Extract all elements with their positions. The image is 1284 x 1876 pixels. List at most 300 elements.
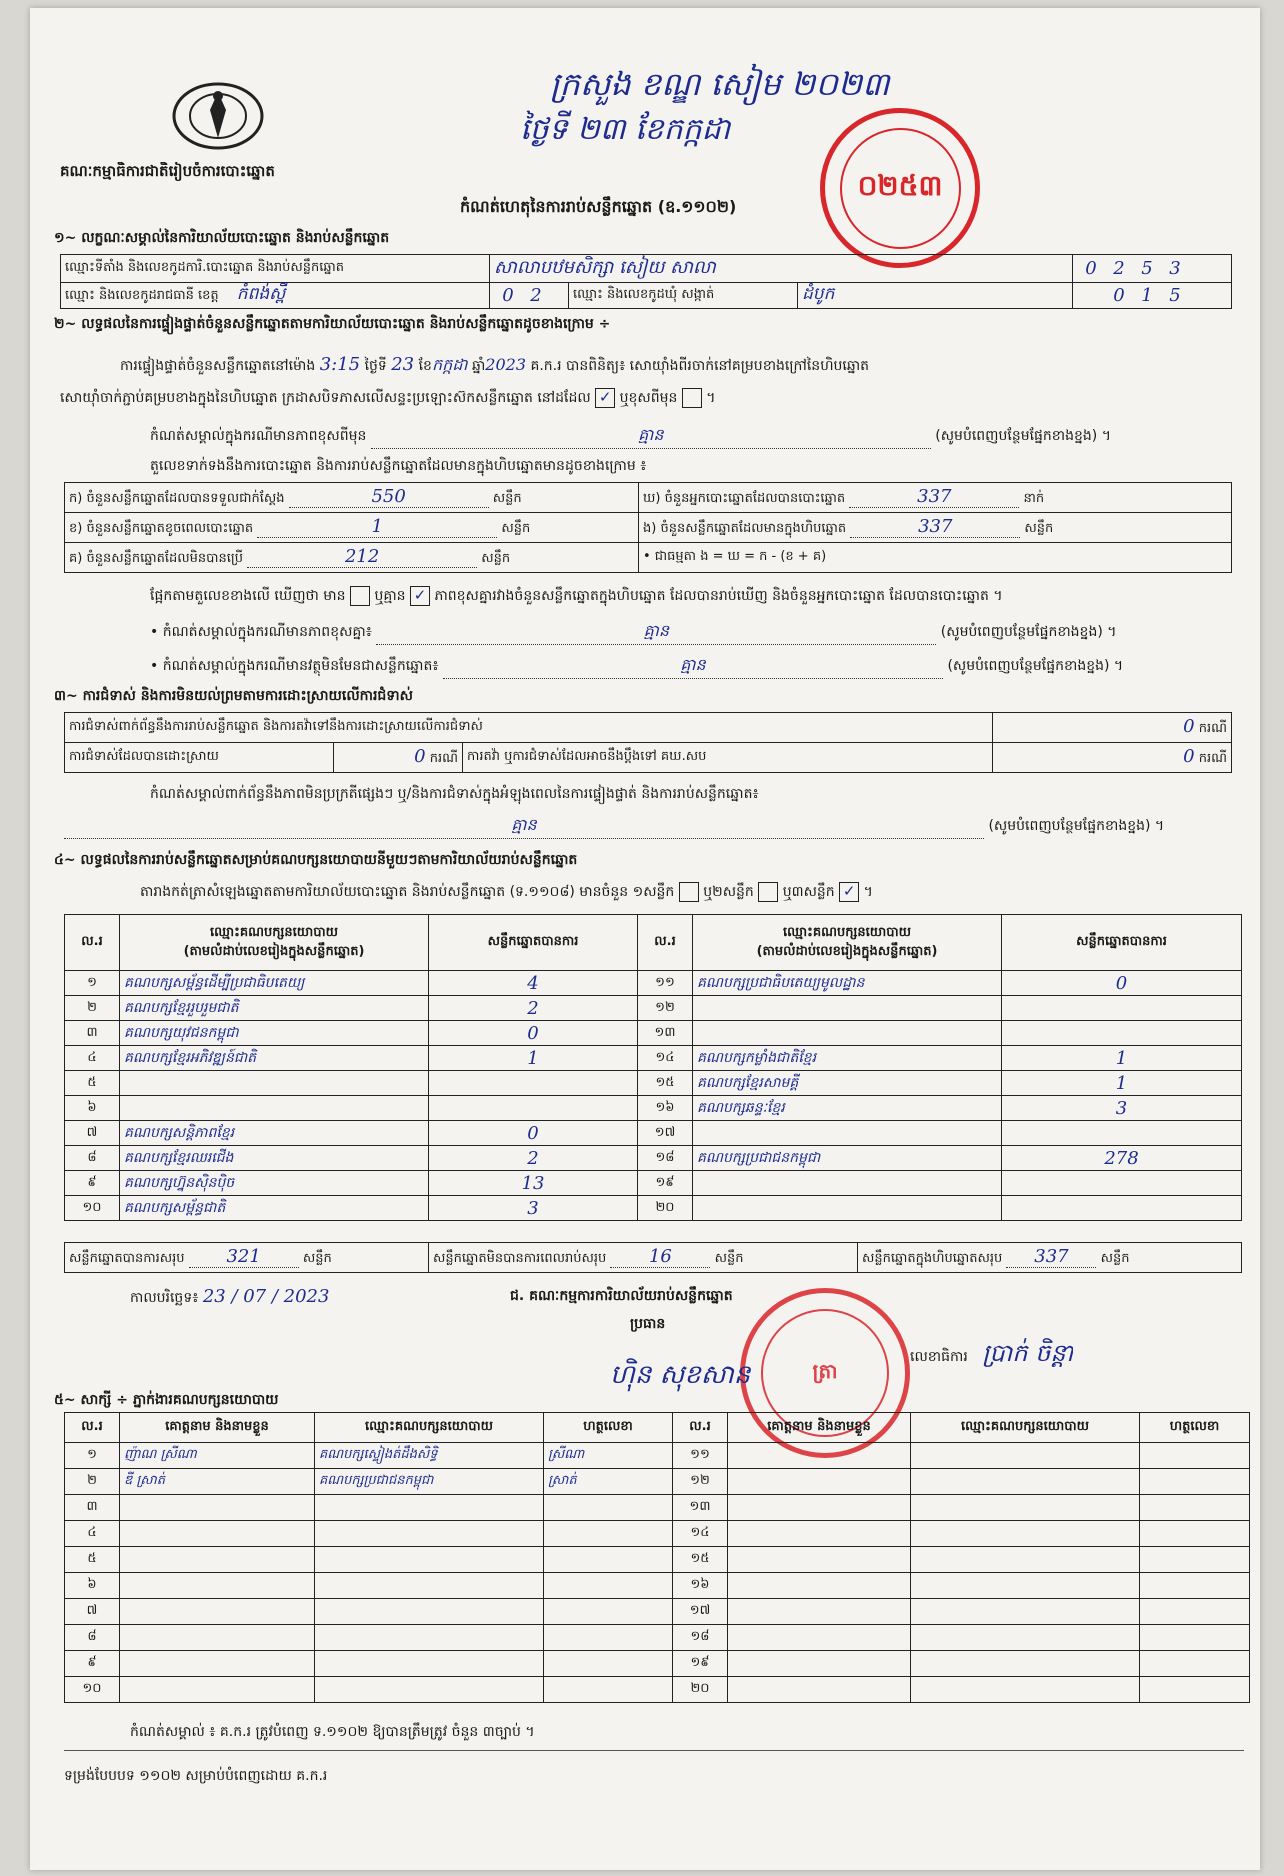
witness-signature — [1140, 1521, 1250, 1547]
party-no: ១៦ — [638, 1096, 693, 1121]
witness-party: គណបក្សស្ទៀងត់ដឹងសិទ្ធិ — [315, 1443, 544, 1469]
witness-row — [65, 1625, 1250, 1651]
voters-value: 337 — [849, 486, 1019, 508]
ballot-figures-table — [64, 482, 1232, 573]
party-no: ៩ — [65, 1171, 120, 1196]
witness-table — [64, 1412, 1250, 1703]
party-result-row — [65, 1021, 1242, 1046]
changed-checkbox[interactable] — [682, 388, 702, 408]
party-votes: 3 — [1002, 1096, 1242, 1121]
party-no: ១០ — [65, 1196, 120, 1221]
party-no: ១៧ — [638, 1121, 693, 1146]
witness-signature — [544, 1521, 673, 1547]
party-name: គណបក្សសម្ព័ន្ធដើម្បីប្រជាធិបតេយ្យ — [120, 971, 429, 996]
section4-subline: តារាងកត់ត្រាសំឡេងឆ្នោតតាមការិយាល័យបោះឆ្នោត និងរាប់សន្លឹកឆ្នោត (ទ.១១០៨) មានចំនួន ១សន្លឹក ឬ២សន្លឹក ឬ៣សន្លឹក ✓ ។ — [140, 882, 873, 900]
note3-fill-hint: (សូមបំពេញបន្ថែមផ្នែកខាងខ្នង) ។ — [947, 658, 1124, 674]
verify-time-line — [120, 354, 869, 378]
form-title: កំណត់ហេតុនៃការរាប់សន្លឹកឆ្នោត (ឧ.១១០២) — [460, 197, 737, 216]
note1-line — [150, 424, 1230, 449]
has-discrepancy-checkbox[interactable] — [350, 586, 370, 606]
witness-name — [120, 1521, 315, 1547]
party-no: ២០ — [638, 1196, 693, 1221]
party-votes: 4 — [429, 971, 638, 996]
objection-row1-value: 0 — [1183, 716, 1195, 737]
party-result-row — [65, 1046, 1242, 1071]
three-sheet-label: ឬ៣សន្លឹក — [782, 884, 835, 900]
day-label: ថ្ងៃទី — [364, 358, 387, 374]
party-name: គណបក្សកម្លាំងជាតិខ្មែរ — [693, 1046, 1002, 1071]
objection-row3-label: ការតវ៉ា ឬការជំទាស់ដែលអាចនឹងប្តឹងទៅ គឃ.សប — [463, 743, 993, 773]
witness-no: ១៩ — [673, 1651, 728, 1677]
witness-party — [315, 1495, 544, 1521]
witness-col-sig-right: ហត្ថលេខា — [1140, 1413, 1250, 1443]
party-no: ២ — [65, 996, 120, 1021]
section3-heading: ៣~ ការជំទាស់ និងការមិនយល់ព្រមតាមការដោះស្រាយលើការជំទាស់ — [54, 688, 413, 704]
party-name: គណបក្សហ្វ៊ុនស៊ិនប៉ិច — [120, 1171, 429, 1196]
party-votes — [429, 1096, 638, 1121]
province-code — [490, 283, 569, 309]
party-no: ១៥ — [638, 1071, 693, 1096]
objection-row3-value: 0 — [1183, 746, 1195, 767]
date-value: 23 / 07 / 2023 — [202, 1286, 330, 1307]
col-votes-right: សន្លឹកឆ្នោតបានការ — [1002, 915, 1242, 971]
col-no-left: ល.រ — [65, 915, 120, 971]
seal-status-line: សោយ៉ាំចាក់ភ្ជាប់គម្របខាងក្នុងនៃហិបឆ្នោត ក្រដាសបិទភាសលើសន្ទះប្រឡោះស៊កសន្លឹកឆ្នោត នៅដដែល ✓ ឬខុសពីមុន ។ — [60, 388, 716, 406]
objection-row1-label: ការជំទាស់ពាក់ព័ន្ធនឹងការរាប់សន្លឹកឆ្នោត និងការតវ៉ាទៅនឹងការដោះស្រាយលើការជំទាស់ — [65, 713, 993, 743]
two-sheet-checkbox[interactable] — [758, 882, 778, 902]
spoiled-label: ខ) ចំនួនសន្លឹកឆ្នោតខូចពេលបោះឆ្នោត — [69, 521, 254, 536]
witness-party — [315, 1573, 544, 1599]
party-result-row — [65, 1146, 1242, 1171]
party-result-row — [65, 1071, 1242, 1096]
figures-intro: តួលេខទាក់ទងនឹងការបោះឆ្នោត និងការរាប់សន្លឹកឆ្នោតដែលមានក្នុងហិបឆ្នោតមានដូចខាងក្រោម ៖ — [150, 458, 647, 474]
note3-value: គ្មាន — [443, 654, 943, 679]
party-votes: 1 — [1002, 1046, 1242, 1071]
witness-no: ៣ — [65, 1495, 120, 1521]
committee-name: គណៈកម្មាធិការជាតិរៀបចំការបោះឆ្នោត — [60, 162, 275, 180]
note2-fill-hint: (សូមបំពេញបន្ថែមផ្នែកខាងខ្នង) ។ — [940, 624, 1117, 640]
witness-party — [911, 1573, 1140, 1599]
location-table — [60, 254, 1232, 309]
ballots-received-label: ក) ចំនួនសន្លឹកឆ្នោតដែលបានទទួលជាក់ស្តែង — [69, 491, 285, 506]
party-name: គណបក្សឆន្ទៈខ្មែរ — [693, 1096, 1002, 1121]
party-no: ១៣ — [638, 1021, 693, 1046]
col-votes-left: សន្លឹកឆ្នោតបានការ — [429, 915, 638, 971]
objection-row1-count — [993, 713, 1232, 743]
witness-row — [65, 1469, 1250, 1495]
section2-heading: ២~ លទ្ធផលនៃការផ្ទៀងផ្ទាត់ចំនួនសន្លឹកឆ្នោតតាមការិយាល័យបោះឆ្នោត និងរាប់សន្លឹកឆ្នោតដូចខាងក្រោម ÷ — [54, 316, 611, 332]
witness-name — [728, 1521, 911, 1547]
discrepancy-line — [150, 586, 1240, 607]
witness-name — [120, 1547, 315, 1573]
witness-row — [65, 1495, 1250, 1521]
total-invalid-label: សន្លឹកឆ្នោតមិនបានការពេលរាប់សរុប — [433, 1251, 607, 1266]
unit-person-label: នាក់ — [1023, 491, 1045, 506]
discrepancy-text: ភាពខុសគ្នារវាងចំនួនសន្លឹកឆ្នោតក្នុងហិបឆ្នោត ដែលបានរាប់ឃើញ និងចំនួនអ្នកបោះឆ្នោត ដែលបានបោះឆ្នោត ។ — [434, 588, 1003, 604]
witness-no: ១៥ — [673, 1547, 728, 1573]
party-name — [693, 1196, 1002, 1221]
party-name: គណបក្សខ្មែរឈរជើង — [120, 1146, 429, 1171]
witness-party — [911, 1443, 1140, 1469]
witness-party — [315, 1599, 544, 1625]
witness-signature — [1140, 1443, 1250, 1469]
commune-value: ដំបូក — [798, 283, 1073, 309]
witness-party — [911, 1521, 1140, 1547]
official-stamp-top — [820, 108, 980, 268]
section3-fill-hint: (សូមបំពេញបន្ថែមផ្នែកខាងខ្នង) ។ — [988, 818, 1165, 834]
party-votes: 0 — [429, 1021, 638, 1046]
party-name: គណបក្សសម្ព័ន្ធជាតិ — [120, 1196, 429, 1221]
section3-note-line — [64, 814, 1234, 839]
unused-label: គ) ចំនួនសន្លឹកឆ្នោតដែលមិនបានប្រើ — [69, 551, 243, 566]
note3-line — [150, 654, 1230, 679]
witness-name — [728, 1599, 911, 1625]
document-page — [30, 8, 1260, 1870]
chair-label: ប្រធាន — [630, 1316, 666, 1332]
total-valid-cell — [65, 1243, 429, 1273]
footer-divider — [64, 1750, 1244, 1751]
col-party-sub: (តាមលំដាប់លេខរៀងក្នុងសន្លឹកឆ្នោត) — [183, 943, 365, 959]
footnote: កំណត់សម្គាល់ ៖ គ.ក.រ ត្រូវបំពេញ ទ.១១០២ ឱ្យបានត្រឹមត្រូវ ចំនួន ៣ច្បាប់ ។ — [130, 1724, 535, 1740]
witness-no: ៨ — [65, 1625, 120, 1651]
party-votes: 1 — [1002, 1071, 1242, 1096]
witness-party: គណបក្សប្រជាជនកម្ពុជា — [315, 1469, 544, 1495]
witness-name — [728, 1573, 911, 1599]
formula-cell: • ជាធម្មតា ង = ឃ = ក - (ខ + គ) — [639, 543, 1232, 573]
objection-row3-count — [993, 743, 1232, 773]
witness-name — [728, 1625, 911, 1651]
note1-value: គ្មាន — [371, 424, 931, 449]
unit-label: សន្លឹក — [492, 491, 522, 506]
total-valid-value: 321 — [189, 1246, 299, 1268]
handwritten-header-2: ថ្ងៃទី ២៣ ខែកក្កដា — [520, 112, 731, 147]
ballots-received-cell — [65, 483, 639, 513]
witness-party — [911, 1599, 1140, 1625]
witness-no: ១៤ — [673, 1521, 728, 1547]
location-name-label: ឈ្មោះទីតាំង និងលេខកូដការិ.បោះឆ្នោត និងរាប់សន្លឹកឆ្នោត — [61, 255, 490, 283]
witness-no: ២ — [65, 1469, 120, 1495]
party-votes — [1002, 1121, 1242, 1146]
witness-name: ឌី ស្រាត់ — [120, 1469, 315, 1495]
col-party-title: ឈ្មោះគណបក្សនយោបាយ — [783, 924, 911, 940]
col-party-sub: (តាមលំដាប់លេខរៀងក្នុងសន្លឹកឆ្នោត) — [756, 943, 938, 959]
form-note: ទម្រង់បែបបទ ១១០២ សម្រាប់បំពេញដោយ គ.ក.រ — [64, 1768, 328, 1784]
witness-col-sig: ហត្ថលេខា — [544, 1413, 673, 1443]
section1-heading: ១~ លក្ខណៈសម្គាល់នៃការិយាល័យបោះឆ្នោត និងរាប់សន្លឹកឆ្នោត — [54, 230, 390, 246]
witness-signature — [544, 1677, 673, 1703]
objection-row2-count — [334, 743, 463, 773]
party-name: គណបក្សប្រជាធិបតេយ្យមូលដ្ឋាន — [693, 971, 1002, 996]
discrepancy-has-label: ផ្អែកតាមតួលេខខាងលើ ឃើញថា មាន — [150, 588, 346, 604]
unused-cell — [65, 543, 639, 573]
witness-col-name: គោត្តនាម និងនាមខ្លួន — [120, 1413, 315, 1443]
witness-signature — [544, 1651, 673, 1677]
unchanged-checkbox[interactable]: ✓ — [595, 388, 615, 408]
unit-label: សន្លឹក — [714, 1251, 744, 1266]
witness-no: ១១ — [673, 1443, 728, 1469]
voters-label: ឃ) ចំនួនអ្នកបោះឆ្នោតដែលបានបោះឆ្នោត — [643, 491, 846, 506]
note2-value: គ្មាន — [376, 620, 936, 645]
objection-row2-label: ការជំទាស់ដែលបានដោះស្រាយ — [65, 743, 334, 773]
witness-party — [315, 1547, 544, 1573]
section5-heading: ៥~ សាក្សី ÷ ភ្នាក់ងារគណបក្សនយោបាយ — [54, 1392, 279, 1408]
secretary-name: ប្រាក់ ចិន្តា — [982, 1339, 1074, 1367]
party-votes: 2 — [429, 996, 638, 1021]
party-votes — [429, 1071, 638, 1096]
party-no: ៤ — [65, 1046, 120, 1071]
witness-name — [728, 1469, 911, 1495]
witness-signature — [1140, 1677, 1250, 1703]
party-no: ១៩ — [638, 1171, 693, 1196]
three-sheet-checkbox[interactable]: ✓ — [839, 882, 859, 902]
witness-name — [120, 1599, 315, 1625]
month-label: ខែ — [418, 358, 432, 374]
witness-name — [728, 1547, 911, 1573]
party-no: ១១ — [638, 971, 693, 996]
commune-label: ឈ្មោះ និងលេខកូដឃុំ សង្កាត់ — [569, 283, 798, 309]
witness-no: ១ — [65, 1443, 120, 1469]
date-line — [130, 1286, 329, 1309]
party-name — [120, 1096, 429, 1121]
witness-party — [315, 1625, 544, 1651]
witness-name — [728, 1651, 911, 1677]
witness-no: ១៦ — [673, 1573, 728, 1599]
location-code-digit: 3 — [1169, 258, 1181, 279]
witness-col-no-right: ល.រ — [673, 1413, 728, 1443]
discrepancy-none-label: ឬគ្មាន — [374, 588, 406, 604]
witness-party — [315, 1521, 544, 1547]
witness-col-party-right: ឈ្មោះគណបក្សនយោបាយ — [911, 1413, 1140, 1443]
spoiled-value: 1 — [257, 516, 497, 538]
party-votes — [1002, 1021, 1242, 1046]
witness-no: ៩ — [65, 1651, 120, 1677]
witness-signature — [1140, 1495, 1250, 1521]
province-code-digit: 0 — [502, 285, 514, 306]
witness-signature — [1140, 1547, 1250, 1573]
spoiled-cell — [65, 513, 639, 543]
col-party-right — [693, 915, 1002, 971]
party-votes: 278 — [1002, 1146, 1242, 1171]
witness-party — [911, 1651, 1140, 1677]
section4-heading: ៤~ លទ្ធផលនៃការរាប់សន្លឹកឆ្នោតសម្រាប់គណបក្សនយោបាយនីមួយៗតាមការិយាល័យរាប់សន្លឹកឆ្នោត — [54, 852, 578, 868]
ballots-received-value: 550 — [289, 486, 489, 508]
verify-year: 2023 — [485, 355, 526, 374]
party-no: ១ — [65, 971, 120, 996]
witness-party — [911, 1547, 1140, 1573]
witness-name: ញ៉ាណ ស្រីណា — [120, 1443, 315, 1469]
total-invalid-cell — [429, 1243, 858, 1273]
witness-signature: ស្រីណា — [544, 1443, 673, 1469]
stamp-bottom-text: ត្រា — [761, 1309, 890, 1438]
party-name: គណបក្សសន្តិភាពខ្មែរ — [120, 1121, 429, 1146]
witness-no: ៤ — [65, 1521, 120, 1547]
witness-no: ២០ — [673, 1677, 728, 1703]
stamp-top-code: ០២៥៣ — [840, 128, 961, 249]
party-votes: 1 — [429, 1046, 638, 1071]
party-name: គណបក្សខ្មែរអភិវឌ្ឍន៍ជាតិ — [120, 1046, 429, 1071]
party-votes: 13 — [429, 1171, 638, 1196]
date-label: កាលបរិច្ឆេទ៖ — [130, 1290, 199, 1306]
case-unit: ករណី — [429, 751, 458, 766]
party-votes: 2 — [429, 1146, 638, 1171]
total-valid-label: សន្លឹកឆ្នោតបានការសរុប — [69, 1251, 185, 1266]
party-no: ១៤ — [638, 1046, 693, 1071]
witness-row — [65, 1599, 1250, 1625]
totals-table — [64, 1242, 1242, 1273]
witness-signature — [1140, 1625, 1250, 1651]
party-name — [693, 1121, 1002, 1146]
witness-party — [911, 1677, 1140, 1703]
no-discrepancy-checkbox[interactable]: ✓ — [410, 586, 430, 606]
witness-no: ៧ — [65, 1599, 120, 1625]
party-no: ៦ — [65, 1096, 120, 1121]
party-no: ១២ — [638, 996, 693, 1021]
commune-code-digit: 5 — [1169, 285, 1181, 306]
unit-label: សន្លឹក — [481, 551, 511, 566]
party-name — [693, 1171, 1002, 1196]
party-name — [693, 1021, 1002, 1046]
witness-name — [120, 1495, 315, 1521]
witness-no: ១០ — [65, 1677, 120, 1703]
changed-label: ឬខុសពីមុន — [619, 390, 678, 406]
one-sheet-checkbox[interactable] — [679, 882, 699, 902]
counting-committee-label: ជ. គណៈកម្មការការិយាល័យរាប់សន្លឹកឆ្នោត — [510, 1288, 733, 1304]
witness-name — [728, 1677, 911, 1703]
total-box-value: 337 — [1006, 1246, 1096, 1268]
total-box-label: សន្លឹកឆ្នោតក្នុងហិបឆ្នោតសរុប — [862, 1251, 1003, 1266]
in-box-value: 337 — [850, 516, 1020, 538]
note2-label: • កំណត់សម្គាល់ក្នុងករណីមានភាពខុសគ្នា៖ — [150, 624, 372, 640]
note2-line — [150, 620, 1230, 645]
witness-signature — [544, 1573, 673, 1599]
witness-name — [728, 1443, 911, 1469]
commune-code-digit: 0 — [1113, 285, 1125, 306]
col-no-right: ល.រ — [638, 915, 693, 971]
party-result-row — [65, 1121, 1242, 1146]
party-result-row — [65, 1171, 1242, 1196]
note1-label: កំណត់សម្គាល់ក្នុងករណីមានភាពខុសពីមុន — [150, 428, 367, 444]
case-unit: ករណី — [1198, 751, 1227, 766]
witness-signature — [544, 1625, 673, 1651]
case-unit: ករណី — [1198, 721, 1227, 736]
seal-status-text: សោយ៉ាំចាក់ភ្ជាប់គម្របខាងក្នុងនៃហិបឆ្នោត ក្រដាសបិទភាសលើសន្ទះប្រឡោះស៊កសន្លឹកឆ្នោត នៅដដែល — [60, 390, 591, 406]
party-name: គណបក្សខ្មែរសាមគ្គី — [693, 1071, 1002, 1096]
witness-signature — [1140, 1573, 1250, 1599]
witness-name — [120, 1573, 315, 1599]
party-votes: 0 — [1002, 971, 1242, 996]
witness-no: ៦ — [65, 1573, 120, 1599]
party-votes — [1002, 996, 1242, 1021]
sheet-count-label: តារាងកត់ត្រាសំឡេងឆ្នោតតាមការិយាល័យបោះឆ្នោត និងរាប់សន្លឹកឆ្នោត (ទ.១១០៨) មានចំនួន ១សន្លឹក — [140, 884, 675, 900]
witness-col-no: ល.រ — [65, 1413, 120, 1443]
handwritten-header-1: ក្រសួង ខណ្ឌ សៀម ២០២៣ — [550, 65, 890, 103]
party-votes: 0 — [429, 1121, 638, 1146]
year-label: ឆ្នាំ — [471, 358, 486, 374]
party-result-row — [65, 1196, 1242, 1221]
witness-signature — [1140, 1599, 1250, 1625]
total-invalid-value: 16 — [610, 1246, 710, 1268]
party-name — [120, 1071, 429, 1096]
secretary-label: លេខាធិការ — [910, 1349, 968, 1365]
party-results-table — [64, 914, 1242, 1221]
unit-label: សន្លឹក — [1100, 1251, 1130, 1266]
witness-signature — [1140, 1469, 1250, 1495]
unused-value: 212 — [247, 546, 477, 568]
party-result-row — [65, 996, 1242, 1021]
witness-party — [315, 1651, 544, 1677]
location-code-digit: 2 — [1113, 258, 1125, 279]
commune-code-digit: 1 — [1141, 285, 1153, 306]
witness-no: ១៧ — [673, 1599, 728, 1625]
province-label: ឈ្មោះ និងលេខកូដរាជធានី ខេត្ត — [65, 288, 219, 303]
witness-party — [911, 1495, 1140, 1521]
party-no: ១៨ — [638, 1146, 693, 1171]
section3-note-value: គ្មាន — [64, 814, 984, 839]
witness-row — [65, 1443, 1250, 1469]
witness-signature — [544, 1495, 673, 1521]
party-result-row — [65, 1096, 1242, 1121]
witness-no: ៥ — [65, 1547, 120, 1573]
location-code-digit: 5 — [1141, 258, 1153, 279]
verify-time: 3:15 — [319, 354, 361, 375]
witness-signature — [1140, 1651, 1250, 1677]
party-votes — [1002, 1196, 1242, 1221]
witness-no: ១៣ — [673, 1495, 728, 1521]
party-votes: 3 — [429, 1196, 638, 1221]
unit-label: សន្លឹក — [1024, 521, 1054, 536]
note1-fill-hint: (សូមបំពេញបន្ថែមផ្នែកខាងខ្នង) ។ — [935, 428, 1111, 444]
witness-signature — [544, 1599, 673, 1625]
verify-day: 23 — [391, 354, 415, 375]
witness-row — [65, 1521, 1250, 1547]
party-no: ៣ — [65, 1021, 120, 1046]
verify-month: កក្កដា — [431, 355, 468, 374]
chair-signature: ហ៊ិន សុខសាន — [610, 1360, 751, 1390]
party-name: គណបក្សប្រជាជនកម្ពុជា — [693, 1146, 1002, 1171]
witness-signature — [544, 1547, 673, 1573]
location-code-digit: 0 — [1085, 258, 1097, 279]
party-name — [693, 996, 1002, 1021]
commune-code — [1073, 283, 1232, 309]
witness-party — [911, 1469, 1140, 1495]
unit-label: សន្លឹក — [501, 521, 531, 536]
party-name: គណបក្សខ្មែររួបរួមជាតិ — [120, 996, 429, 1021]
section3-note-label: កំណត់សម្គាល់ពាក់ព័ន្ធនឹងភាពមិនប្រក្រតីផ្សេងៗ ឬ/និងការជំទាស់ក្នុងអំឡុងពេលនៃការផ្ទៀងផ្ទាត់ និងការរាប់សន្លឹកឆ្នោត៖ — [150, 786, 759, 802]
party-no: ៨ — [65, 1146, 120, 1171]
province-value: កំពង់ស្ពឺ — [236, 284, 286, 304]
in-box-cell — [639, 513, 1232, 543]
party-name: គណបក្សយុវជនកម្ពុជា — [120, 1021, 429, 1046]
witness-col-party: ឈ្មោះគណបក្សនយោបាយ — [315, 1413, 544, 1443]
secretary-line — [910, 1338, 1073, 1373]
objection-row2-value: 0 — [414, 746, 426, 767]
location-code — [1073, 255, 1232, 283]
witness-row — [65, 1573, 1250, 1599]
witness-name — [728, 1495, 911, 1521]
in-box-label: ង) ចំនួនសន្លឹកឆ្នោតដែលមានក្នុងហិបឆ្នោត — [643, 521, 847, 536]
col-party-title: ឈ្មោះគណបក្សនយោបាយ — [210, 924, 338, 940]
witness-signature: ស្រាត់ — [544, 1469, 673, 1495]
witness-party — [315, 1677, 544, 1703]
emblem-icon — [170, 80, 266, 152]
verify-seal-text: គ.ក.រ បានពិនិត្យ៖ សោយ៉ាំងពីរចាក់នៅគម្របខាងក្រៅនៃហិបឆ្នោត — [530, 358, 870, 374]
note3-label: • កំណត់សម្គាល់ក្នុងករណីមានវត្ថុមិនមែនជាសន្លឹកឆ្នោត៖ — [150, 658, 439, 674]
witness-row — [65, 1677, 1250, 1703]
witness-col-name-right: គោត្តនាម និងនាមខ្លួន — [728, 1413, 911, 1443]
province-code-digit: 2 — [530, 285, 542, 306]
two-sheet-label: ឬ២សន្លឹក — [703, 884, 754, 900]
witness-no: ១២ — [673, 1469, 728, 1495]
